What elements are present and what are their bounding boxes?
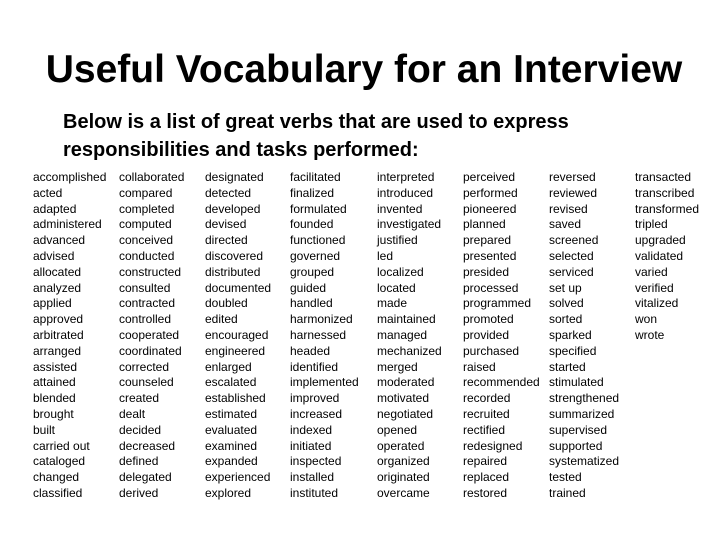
verb-item: repaired <box>463 454 508 469</box>
verb-item: applied <box>33 296 72 311</box>
verb-item: managed <box>377 327 428 342</box>
verb-item: corrected <box>119 359 170 374</box>
verb-item: raised <box>463 359 496 374</box>
verb-item: opened <box>377 422 418 437</box>
verb-item: discovered <box>205 248 264 263</box>
verb-item: changed <box>33 470 80 485</box>
verb-item: created <box>119 391 160 406</box>
verb-item: implemented <box>290 375 359 390</box>
verb-column-8 <box>635 170 699 344</box>
verb-item: decided <box>119 422 162 437</box>
verb-item: validated <box>635 248 684 263</box>
verb-item: accomplished <box>33 170 107 184</box>
verb-item: negotiated <box>377 406 434 421</box>
verb-item: founded <box>290 217 334 232</box>
verb-item: made <box>377 296 408 311</box>
verb-item: installed <box>290 470 335 485</box>
verb-item: acted <box>33 185 63 200</box>
verb-item: transcribed <box>635 185 695 200</box>
verb-item: replaced <box>463 470 510 485</box>
verb-item: overcame <box>377 485 430 500</box>
verb-item: restored <box>463 485 508 500</box>
verb-column-2 <box>119 170 184 502</box>
verb-item: conducted <box>119 248 175 263</box>
verb-item: brought <box>33 406 74 421</box>
verb-item: enlarged <box>205 359 252 374</box>
verb-item: harnessed <box>290 327 347 342</box>
verb-item: handled <box>290 296 333 311</box>
verb-item: located <box>377 280 416 295</box>
verb-item: localized <box>377 264 424 279</box>
verb-item: wrote <box>635 327 665 342</box>
verb-item: developed <box>205 201 261 216</box>
verb-item: devised <box>205 217 247 232</box>
verb-item: summarized <box>549 406 615 421</box>
verb-item: inspected <box>290 454 342 469</box>
verb-item: revised <box>549 201 588 216</box>
verb-item: investigated <box>377 217 442 232</box>
verb-item: classified <box>33 485 83 500</box>
verb-item: facilitated <box>290 170 341 184</box>
subtitle <box>63 108 703 164</box>
verb-item: advanced <box>33 233 86 248</box>
verb-item: performed <box>463 185 518 200</box>
verb-item: won <box>635 312 658 327</box>
verb-item: screened <box>549 233 599 248</box>
verb-item: provided <box>463 327 510 342</box>
verb-item: strengthened <box>549 391 620 406</box>
verb-item: transacted <box>635 170 692 184</box>
subtitle-line-2: responsibilities and tasks performed: <box>63 139 419 161</box>
verb-item: verified <box>635 280 674 295</box>
verb-item: prepared <box>463 233 512 248</box>
verb-item: programmed <box>463 296 532 311</box>
verb-item: distributed <box>205 264 261 279</box>
verb-item: promoted <box>463 312 514 327</box>
verb-item: constructed <box>119 264 182 279</box>
verb-item: sorted <box>549 312 583 327</box>
verb-item: controlled <box>119 312 172 327</box>
verb-item: escalated <box>205 375 257 390</box>
verb-item: merged <box>377 359 418 374</box>
verb-item: directed <box>205 233 248 248</box>
verb-item: varied <box>635 264 668 279</box>
verb-item: justified <box>377 233 418 248</box>
verb-item: presided <box>463 264 510 279</box>
verb-item: led <box>377 248 394 263</box>
verb-item: supervised <box>549 422 608 437</box>
verb-item: established <box>205 391 266 406</box>
verb-item: motivated <box>377 391 430 406</box>
verb-item: organized <box>377 454 430 469</box>
verb-item: formulated <box>290 201 347 216</box>
verb-item: moderated <box>377 375 435 390</box>
verb-item: detected <box>205 185 252 200</box>
verb-item: attained <box>33 375 76 390</box>
verb-item: grouped <box>290 264 335 279</box>
verb-item: collaborated <box>119 170 185 184</box>
verb-item: dealt <box>119 406 146 421</box>
verb-item: coordinated <box>119 343 182 358</box>
verb-item: allocated <box>33 264 82 279</box>
verb-item: adapted <box>33 201 77 216</box>
verb-item: identified <box>290 359 339 374</box>
verb-item: administered <box>33 217 102 232</box>
verb-item: approved <box>33 312 84 327</box>
verb-item: vitalized <box>635 296 679 311</box>
verb-item: systematized <box>549 454 620 469</box>
verb-item: advised <box>33 248 75 263</box>
verb-item: compared <box>119 185 173 200</box>
verb-item: examined <box>205 438 258 453</box>
verb-column-3 <box>205 170 271 502</box>
verb-item: planned <box>463 217 506 232</box>
verb-item: presented <box>463 248 517 263</box>
verb-item: functioned <box>290 233 346 248</box>
verb-item: cooperated <box>119 327 180 342</box>
verb-item: tested <box>549 470 582 485</box>
verb-item: computed <box>119 217 172 232</box>
verb-item: derived <box>119 485 159 500</box>
verb-item: counseled <box>119 375 174 390</box>
verb-item: operated <box>377 438 425 453</box>
verb-item: redesigned <box>463 438 523 453</box>
verb-item: specified <box>549 343 597 358</box>
verb-item: started <box>549 359 586 374</box>
verb-item: completed <box>119 201 175 216</box>
verb-item: purchased <box>463 343 520 358</box>
verb-item: delegated <box>119 470 172 485</box>
verb-item: initiated <box>290 438 332 453</box>
verb-item: introduced <box>377 185 434 200</box>
verb-item: designated <box>205 170 264 184</box>
verb-column-4 <box>290 170 359 502</box>
verb-item: contracted <box>119 296 176 311</box>
verb-item: arranged <box>33 343 82 358</box>
verb-item: defined <box>119 454 159 469</box>
verb-item: built <box>33 422 56 437</box>
verb-item: mechanized <box>377 343 442 358</box>
verb-item: maintained <box>377 312 436 327</box>
verb-item: headed <box>290 343 331 358</box>
verb-item: originated <box>377 470 430 485</box>
verb-item: perceived <box>463 170 516 184</box>
verb-item: recommended <box>463 375 540 390</box>
verb-item: transformed <box>635 201 700 216</box>
verb-item: finalized <box>290 185 335 200</box>
verb-item: interpreted <box>377 170 435 184</box>
verb-item: invented <box>377 201 423 216</box>
verb-item: governed <box>290 248 341 263</box>
verb-item: instituted <box>290 485 339 500</box>
verb-column-5 <box>377 170 442 502</box>
verb-item: increased <box>290 406 343 421</box>
verb-item: conceived <box>119 233 174 248</box>
verb-item: solved <box>549 296 584 311</box>
verb-item: supported <box>549 438 603 453</box>
verb-column-1 <box>33 170 106 502</box>
verb-item: experienced <box>205 470 271 485</box>
verb-item: stimulated <box>549 375 604 390</box>
verb-item: explored <box>205 485 252 500</box>
verb-item: estimated <box>205 406 258 421</box>
verb-item: cataloged <box>33 454 86 469</box>
subtitle-line-1: Below is a list of great verbs that are used to express <box>63 111 569 133</box>
verb-item: decreased <box>119 438 176 453</box>
verb-item: evaluated <box>205 422 258 437</box>
verb-item: doubled <box>205 296 248 311</box>
verb-item: blended <box>33 391 76 406</box>
verb-item: consulted <box>119 280 171 295</box>
verb-item: trained <box>549 485 586 500</box>
verb-item: upgraded <box>635 233 686 248</box>
verb-item: carried out <box>33 438 90 453</box>
page-title: Useful Vocabulary for an Interview <box>45 48 683 91</box>
verb-item: arbitrated <box>33 327 84 342</box>
verb-column-6 <box>463 170 540 502</box>
verb-item: analyzed <box>33 280 82 295</box>
verb-item: improved <box>290 391 340 406</box>
verb-item: reversed <box>549 170 596 184</box>
verb-item: pioneered <box>463 201 517 216</box>
verb-item: expanded <box>205 454 258 469</box>
verb-column-7 <box>549 170 619 502</box>
verb-item: encouraged <box>205 327 269 342</box>
verb-item: rectified <box>463 422 506 437</box>
verb-item: indexed <box>290 422 333 437</box>
verb-item: assisted <box>33 359 78 374</box>
verb-item: engineered <box>205 343 266 358</box>
verb-item: processed <box>463 280 519 295</box>
verb-item: documented <box>205 280 272 295</box>
verb-item: serviced <box>549 264 594 279</box>
verb-item: set up <box>549 280 582 295</box>
verb-item: tripled <box>635 217 668 232</box>
verb-item: recruited <box>463 406 510 421</box>
verb-item: sparked <box>549 327 592 342</box>
verb-item: harmonized <box>290 312 353 327</box>
verb-item: edited <box>205 312 238 327</box>
verb-item: guided <box>290 280 327 295</box>
verb-item: saved <box>549 217 582 232</box>
verb-item: recorded <box>463 391 511 406</box>
verb-item: selected <box>549 248 594 263</box>
verb-item: reviewed <box>549 185 598 200</box>
